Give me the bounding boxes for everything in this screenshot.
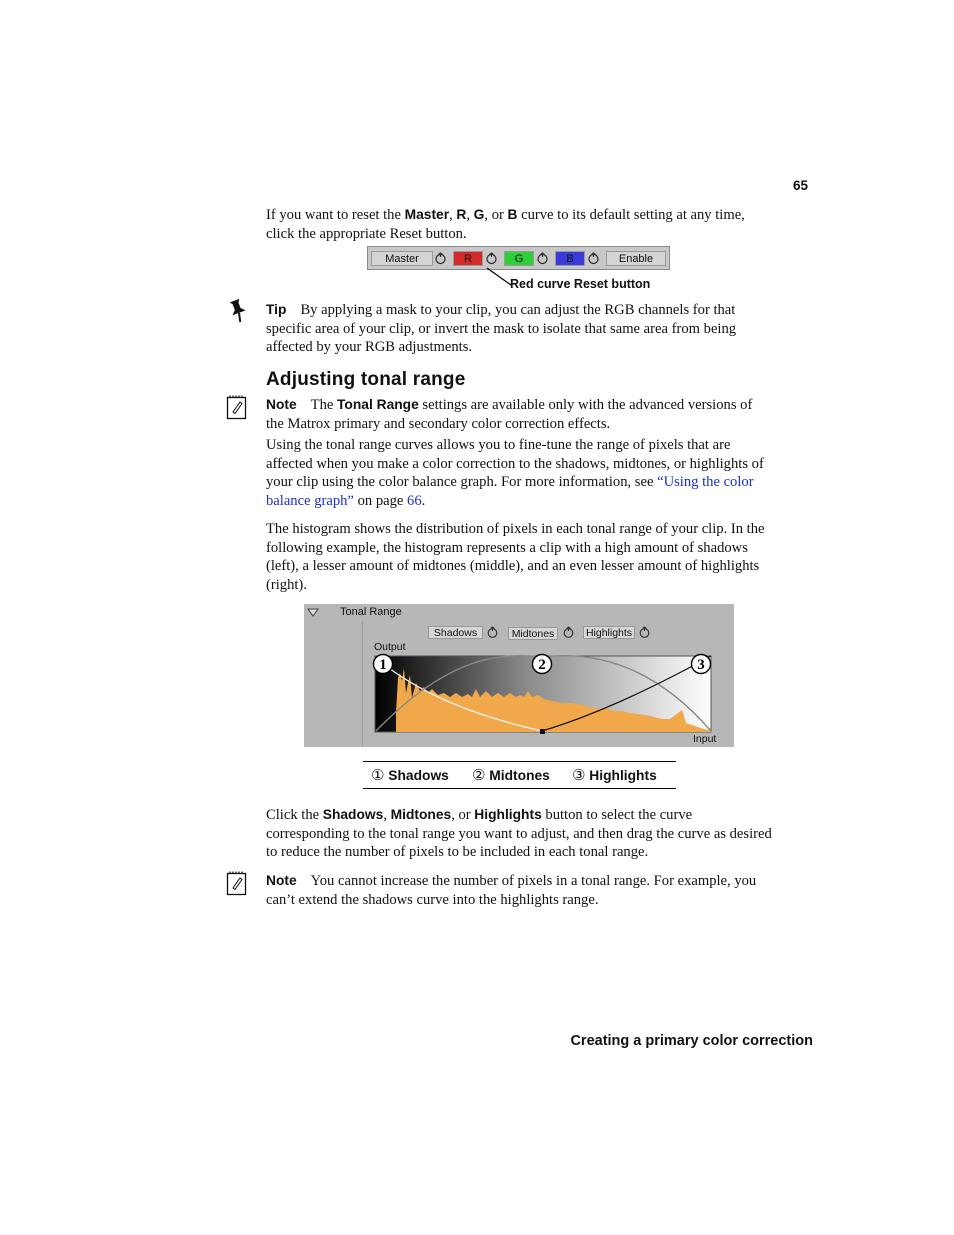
- callout-label: Red curve Reset button: [510, 277, 651, 291]
- using-paragraph: Using the tonal range curves allows you to fine-tune the range of pixels that are affected when you make a color correction to the shadows, midtones, or highlights of your clip using the color balance graph. For more information, see “Using the color balance graph” on page 66.: [266, 437, 764, 509]
- intro-paragraph: If you want to reset the Master, R, G, or B curve to its default setting at any time, click the appropriate Reset button.: [266, 207, 745, 242]
- shadows-reset-icon[interactable]: [486, 626, 499, 639]
- click-paragraph: Click the Shadows, Midtones, or Highlights button to select the curve corresponding to the tonal range you want to adjust, and then drag the curve as desired to reduce the number of pixels to be included in each tonal range.: [266, 807, 772, 861]
- note-icon: [226, 394, 248, 420]
- tonal-range-panel: [304, 604, 734, 747]
- section-heading: Adjusting tonal range: [266, 369, 466, 390]
- output-axis-label: Output: [374, 641, 406, 653]
- master-button[interactable]: Master: [371, 251, 433, 266]
- input-axis-label: Input: [693, 733, 717, 745]
- g-button[interactable]: G: [504, 251, 534, 266]
- panel-divider: [362, 622, 363, 747]
- color-balance-link[interactable]: “Using the color balance graph”: [266, 474, 754, 509]
- blue-reset-icon[interactable]: [587, 252, 600, 265]
- panel-title: Tonal Range: [340, 606, 402, 618]
- red-reset-icon[interactable]: [485, 252, 498, 265]
- tonal-graph[interactable]: [372, 653, 716, 738]
- rgb-curve-toolbar: [367, 246, 670, 270]
- legend-item-midtones: ② Midtones: [472, 766, 550, 784]
- marker-2: [533, 655, 552, 674]
- midtones-reset-icon[interactable]: [562, 626, 575, 639]
- shadows-button[interactable]: Shadows: [428, 626, 483, 639]
- marker-3: [692, 655, 711, 674]
- r-button[interactable]: R: [453, 251, 483, 266]
- page-number: 65: [793, 178, 809, 193]
- pushpin-icon: [227, 298, 249, 324]
- tip-paragraph: Tip By applying a mask to your clip, you can adjust the RGB channels for that specific area of your clip, or invert the mask to isolate that same area from being affected by your RGB adjustments.: [266, 302, 737, 356]
- marker-1: [374, 655, 393, 674]
- legend-item-shadows: ① Shadows: [371, 766, 449, 784]
- legend-item-highlights: ③ Highlights: [572, 766, 657, 784]
- collapse-triangle-icon[interactable]: [307, 608, 319, 618]
- figure-legend: [363, 761, 676, 789]
- curve-point[interactable]: [540, 729, 545, 734]
- page-link[interactable]: 66: [407, 492, 422, 509]
- marker-3-text: 3: [697, 657, 705, 673]
- note2-paragraph: Note You cannot increase the number of pixels in a tonal range. For example, you can’t extend the shadows curve into the highlights range.: [266, 873, 757, 908]
- highlights-reset-icon[interactable]: [638, 626, 651, 639]
- note1-paragraph: Note The Tonal Range settings are available only with the advanced versions of the Matrox primary and secondary color correction effects.: [266, 397, 753, 432]
- highlights-button[interactable]: Highlights: [583, 626, 635, 639]
- note-icon-2: [226, 870, 248, 896]
- master-reset-icon[interactable]: [434, 252, 447, 265]
- running-footer: Creating a primary color correction: [570, 1033, 813, 1049]
- midtones-button[interactable]: Midtones: [508, 627, 558, 640]
- enable-button[interactable]: Enable: [606, 251, 666, 266]
- marker-1-text: 1: [379, 657, 387, 673]
- marker-2-text: 2: [538, 657, 546, 673]
- green-reset-icon[interactable]: [536, 252, 549, 265]
- histogram-paragraph: The histogram shows the distribution of pixels in each tonal range of your clip. In the following example, the histogram represents a clip with a high amount of shadows (left), a lesser amount of midtones (middle), and an even lesser amount of highlights (right).: [266, 521, 765, 593]
- b-button[interactable]: B: [555, 251, 585, 266]
